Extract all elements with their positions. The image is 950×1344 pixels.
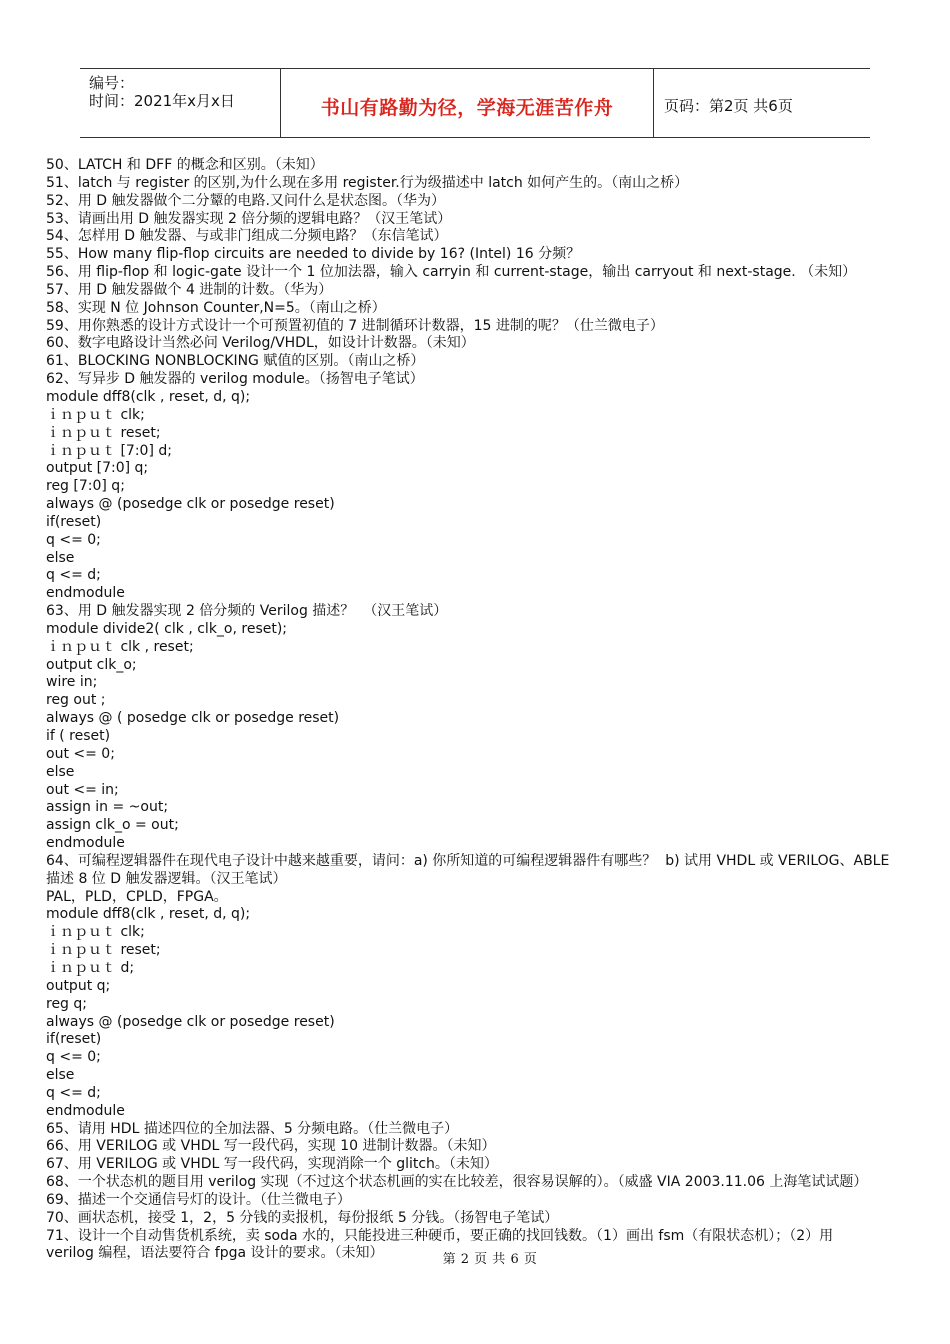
text-line: 57、用 D 触发器做个 4 进制的计数。（华为） (46, 281, 333, 298)
text-line: output [7:0] q; (46, 460, 149, 477)
text-line: ｉｎｐｕｔ reset; (46, 942, 161, 959)
text-line: 71、设计一个自动售货机系统，卖 soda 水的，只能投进三种硬币，要正确的找回钱数。（1）画出 fsm（有限状态机）；（2）用 (46, 1227, 834, 1244)
document-time-label: 时间：2021年x月x日 (89, 92, 235, 110)
text-line: module dff8(clk , reset, d, q); (46, 388, 251, 405)
text-line: 65、请用 HDL 描述四位的全加法器、5 分频电路。（仕兰微电子） (46, 1120, 459, 1137)
text-line: ｉｎｐｕｔ reset; (46, 424, 161, 441)
text-line: q <= 0; (46, 531, 101, 548)
text-line: q <= 0; (46, 1049, 101, 1066)
text-line: if ( reset) (46, 728, 111, 744)
header-page-cell (654, 69, 870, 137)
text-line: 54、怎样用 D 触发器、与或非门组成二分频电路？（东信笔试） (46, 228, 448, 245)
text-line: 53、请画出用 D 触发器实现 2 倍分频的逻辑电路？（汉王笔试） (46, 210, 452, 227)
document-body (46, 157, 916, 1263)
header-info-cell (80, 69, 281, 137)
text-line: else (46, 549, 75, 566)
text-line: 69、描述一个交通信号灯的设计。（仕兰微电子） (46, 1191, 351, 1208)
text-line: PAL，PLD，CPLD，FPGA。 (46, 888, 228, 905)
text-line: always @ (posedge clk or posedge reset) (46, 496, 335, 513)
page-header (80, 68, 870, 138)
text-line: out <= in; (46, 781, 119, 798)
text-line: module dff8(clk , reset, d, q); (46, 906, 251, 923)
text-line: ｉｎｐｕｔ d; (46, 959, 135, 976)
text-line: 50、LATCH 和 DFF 的概念和区别。（未知） (46, 157, 324, 173)
text-line: ｉｎｐｕｔ clk; (46, 406, 145, 423)
text-line: assign in = ~out; (46, 799, 169, 816)
text-line: 51、latch 与 register 的区别,为什么现在多用 register.行为级描述中 latch 如何产生的。（南山之桥） (46, 174, 689, 191)
text-line: reg q; (46, 995, 88, 1012)
text-line: always @ ( posedge clk or posedge reset) (46, 710, 340, 727)
text-line: reg out ; (46, 692, 106, 709)
text-line: endmodule (46, 835, 125, 852)
text-line: output clk_o; (46, 656, 137, 673)
text-line: module divide2( clk , clk_o, reset); (46, 620, 288, 637)
text-line: 70、画状态机，接受 1，2，5 分钱的卖报机，每份报纸 5 分钱。（扬智电子笔试） (46, 1209, 559, 1226)
text-line: ｉｎｐｕｔ clk , reset; (46, 638, 194, 655)
text-line: else (46, 763, 75, 780)
text-line: 63、用 D 触发器实现 2 倍分频的 Verilog 描述？ （汉王笔试） (46, 603, 448, 620)
text-line: 52、用 D 触发器做个二分颦的电路.又问什么是状态图。（华为） (46, 192, 445, 209)
text-line: 55、How many flip-flop circuits are needed to divide by 16? (Intel) 16 分频？ (46, 246, 581, 263)
text-line: else (46, 1067, 75, 1084)
text-line: 60、数字电路设计当然必问 Verilog/VHDL，如设计计数器。（未知） (46, 335, 475, 352)
text-line: if(reset) (46, 1031, 102, 1048)
text-line: 64、可编程逻辑器件在现代电子设计中越来越重要，请问：a) 你所知道的可编程逻辑器件有哪些？ b) 试用 VHDL 或 VERILOG、ABLE (46, 852, 890, 869)
document-number-label: 编号： (89, 74, 135, 92)
text-line: ｉｎｐｕｔ clk; (46, 924, 145, 941)
text-line: 68、一个状态机的题目用 verilog 实现（不过这个状态机画的实在比较差，很容易误解的）。（威盛 VIA 2003.11.06 上海笔试试题） (46, 1174, 868, 1191)
text-line: endmodule (46, 1102, 125, 1119)
text-line: 描述 8 位 D 触发器逻辑。（汉王笔试） (46, 870, 287, 887)
header-motto-cell (281, 69, 654, 137)
text-line: wire in; (46, 674, 98, 691)
text-line: ｉｎｐｕｔ [7:0] d; (46, 442, 172, 459)
text-line: always @ (posedge clk or posedge reset) (46, 1013, 335, 1030)
text-line: if(reset) (46, 513, 102, 530)
text-line: assign clk_o = out; (46, 817, 179, 834)
text-line: 59、用你熟悉的设计方式设计一个可预置初值的 7 进制循环计数器，15 进制的呢？（仕兰微电子） (46, 317, 664, 334)
text-line: 58、实现 N 位 Johnson Counter,N=5。（南山之桥） (46, 299, 386, 316)
motto-text: 书山有路勤为径，学海无涯苦作舟 (320, 97, 614, 119)
text-line: 56、用 flip-flop 和 logic-gate 设计一个 1 位加法器，输入 carryin 和 current-stage，输出 carryout 和 next-stage. （未知） (46, 264, 857, 281)
text-line: out <= 0; (46, 745, 115, 762)
header-page-number: 页码：第2页 共6页 (664, 97, 793, 115)
text-line: 66、用 VERILOG 或 VHDL 写一段代码，实现 10 进制计数器。（未知） (46, 1138, 496, 1155)
text-line: reg [7:0] q; (46, 478, 125, 495)
text-line: output q; (46, 977, 111, 994)
text-line: 62、写异步 D 触发器的 verilog module。（扬智电子笔试） (46, 371, 424, 388)
text-line: q <= d; (46, 567, 101, 584)
text-line: endmodule (46, 585, 125, 602)
text-line: 67、用 VERILOG 或 VHDL 写一段代码，实现消除一个 glitch。（未知） (46, 1156, 498, 1173)
text-line: 61、BLOCKING NONBLOCKING 赋值的区别。（南山之桥） (46, 353, 425, 370)
text-line: q <= d; (46, 1084, 101, 1101)
page-footer: 第 2 页 共 6 页 (442, 1252, 538, 1267)
text-line: verilog 编程，语法要符合 fpga 设计的要求。（未知） (46, 1245, 384, 1262)
